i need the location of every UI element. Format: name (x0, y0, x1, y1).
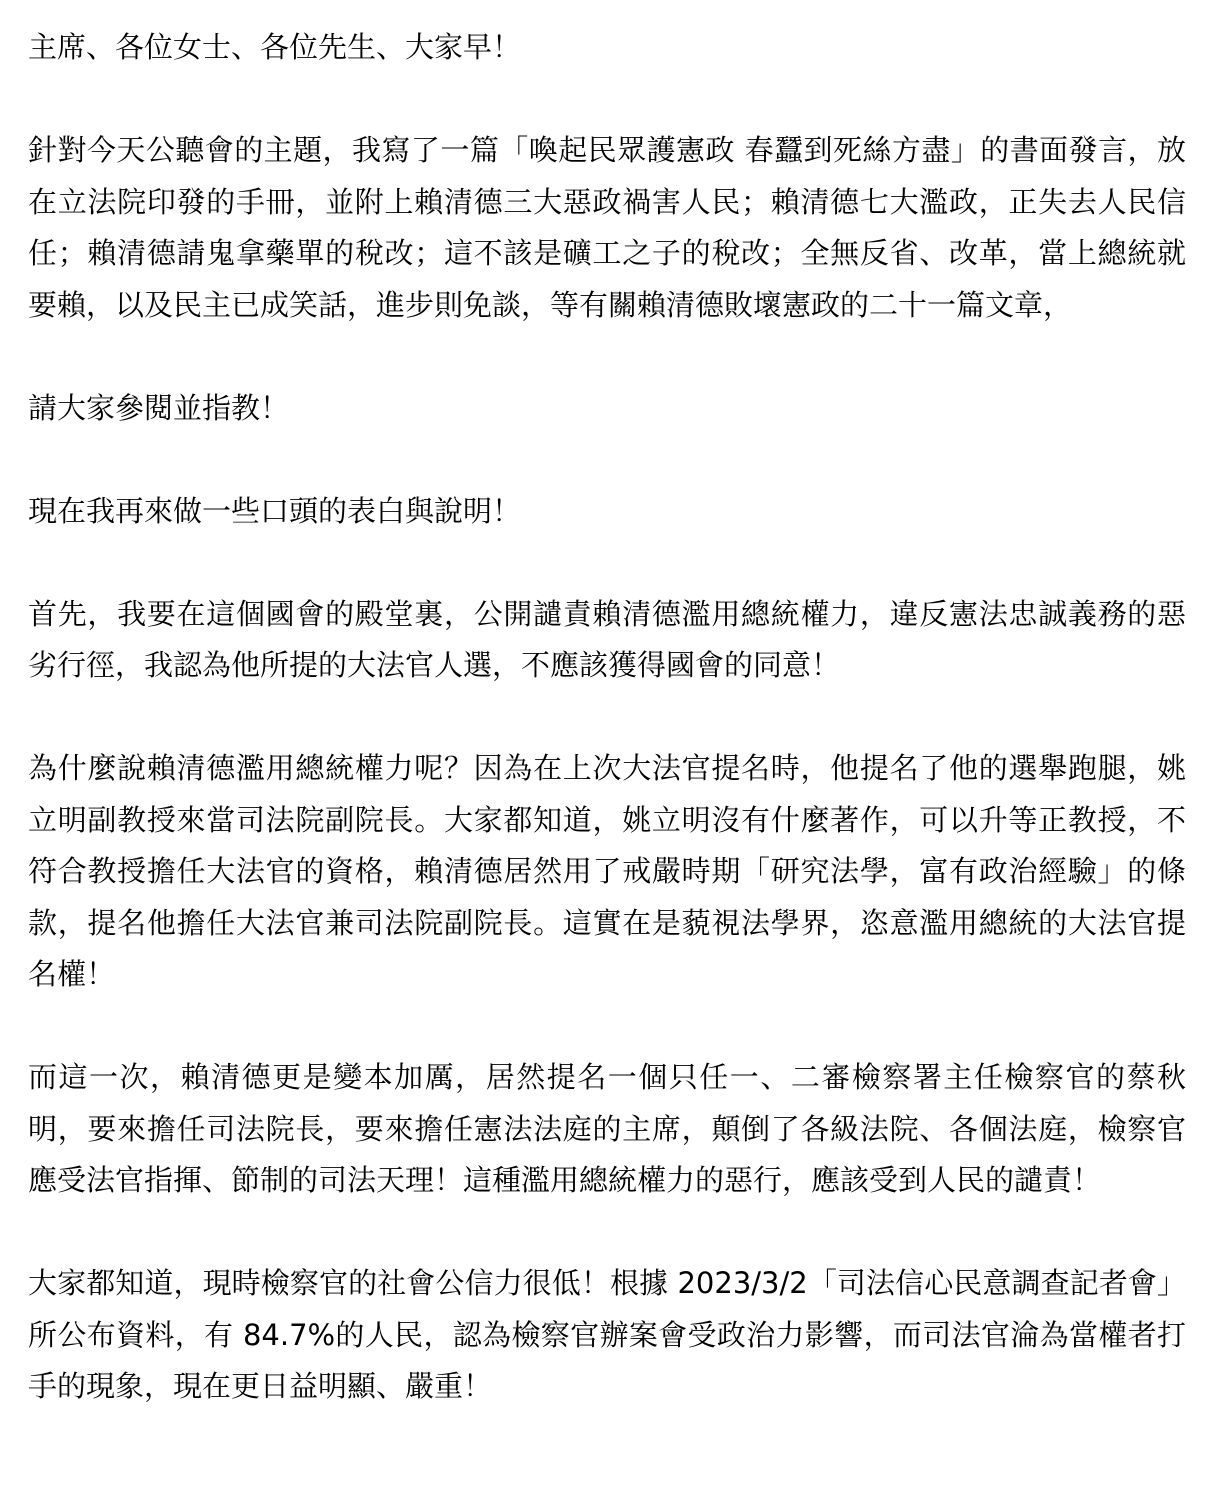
paragraph-greeting: 主席、各位女士、各位先生、大家早！ (28, 30, 522, 64)
paragraph-current-nomination: 而這一次，賴清德更是變本加厲，居然提名一個只任一、二審檢察署主任檢察官的蔡秋明，要來擔任司法院長，要來擔任憲法法庭的主席，顛倒了各級法院、各個法庭，檢察官應受法官指揮、節制的司法天理！這種濫用總統權力的惡行，應該受到人民的譴責！ (28, 1060, 1186, 1197)
paragraph-written-statement: 針對今天公聽會的主題，我寫了一篇「喚起民眾護憲政 春蠶到死絲方盡」的書面發言，放在立法院印發的手冊，並附上賴清德三大惡政禍害人民；賴清德七大濫政，正失去人民信任；賴清德請鬼拿藥單的稅改；這不該是礦工之子的稅改；全無反省、改革，當上總統就要賴，以及民主已成笑話，進步則免談，等有關賴清德敗壞憲政的二十一篇文章， (28, 133, 1186, 322)
paragraph-condemnation: 首先，我要在這個國會的殿堂裏，公開譴責賴清德濫用總統權力，違反憲法忠誠義務的惡劣行徑，我認為他所提的大法官人選，不應該獲得國會的同意！ (28, 596, 1186, 682)
paragraph-public-trust: 大家都知道，現時檢察官的社會公信力很低！根據 2023/3/2「司法信心民意調查記者會」所公布資料，有 84.7%的人民，認為檢察官辦案會受政治力影響，而司法官淪為當權者打手的現象，現在更日益明顯、嚴重！ (28, 1266, 1186, 1403)
paragraph-request-review: 請大家參閱並指教！ (28, 390, 290, 425)
document-body (28, 22, 1186, 1413)
paragraph-previous-nomination: 為什麼說賴清德濫用總統權力呢？因為在上次大法官提名時，他提名了他的選舉跑腿，姚立明副教授來當司法院副院長。大家都知道，姚立明沒有什麼著作，可以升等正教授，不符合教授擔任大法官的資格，賴清德居然用了戒嚴時期「研究法學，富有政治經驗」的條款，提名他擔任大法官兼司法院副院長。這實在是藐視法學界，恣意濫用總統的大法官提名權！ (28, 751, 1186, 991)
paragraph-oral-statement: 現在我再來做一些口頭的表白與說明！ (28, 493, 522, 528)
